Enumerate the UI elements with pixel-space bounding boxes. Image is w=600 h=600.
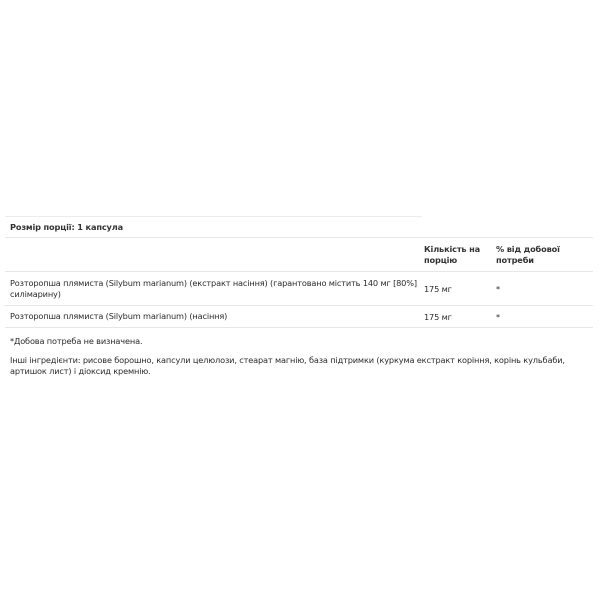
ingredient-daily-value: * xyxy=(496,312,500,322)
daily-value-footnote: *Добова потреба не визначена. xyxy=(10,336,143,346)
ingredient-name: Розторопша плямиста (Silybum marianum) (насіння) xyxy=(10,311,228,321)
other-ingredients: Інші інгредієнти: рисове борошно, капсули целюлози, стеарат магнію, база підтримки (куркума екстракт коріння, корінь кульбаби, артишок лист) і діоксид кремнію. xyxy=(10,355,565,376)
table-row xyxy=(5,306,593,328)
ingredient-amount: 175 мг xyxy=(424,284,452,294)
serving-size-text: Розмір порції: 1 капсула xyxy=(10,221,123,232)
ingredient-amount: 175 мг xyxy=(424,312,452,322)
header-amount: Кількість на порцію xyxy=(424,243,481,265)
header-daily-value: % від добової потреби xyxy=(496,243,560,265)
supplement-facts-table xyxy=(5,216,593,328)
notes-section xyxy=(10,336,590,385)
serving-size-row xyxy=(5,217,593,238)
ingredient-daily-value: * xyxy=(496,284,500,294)
table-row xyxy=(5,272,593,306)
ingredient-name: Розторопша плямиста (Silybum marianum) (екстракт насіння) (гарантовано містить 140 мг [80%] силімарину) xyxy=(10,277,417,299)
table-header-row xyxy=(5,238,593,272)
